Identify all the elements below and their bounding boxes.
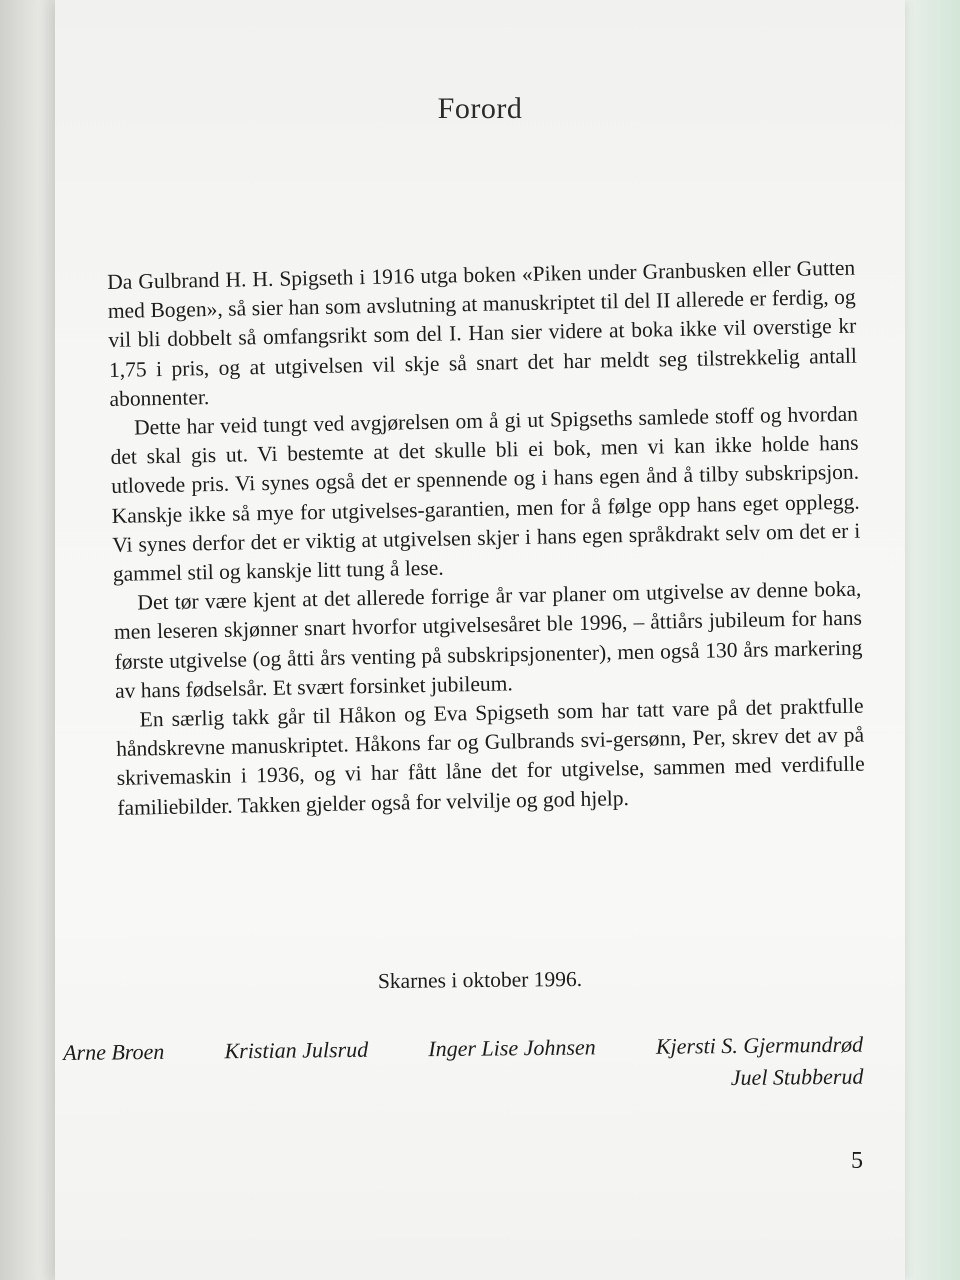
paragraph-1: Da Gulbrand H. H. Spigseth i 1916 utga boken «Piken under Granbusken eller Gutten med Bogen», så sier han som avslutning at manuskriptet til del II allerede er ferdig, og vil bli dobbelt så omfangsrikt som del I. Han sier videre at boka ikke vil overstige kr 1,75 i pris, og at utgivelsen vil skje så snart det har meldt seg tilstrekkelig antall abonnenter. bbox=[107, 255, 858, 411]
paragraph-2: Dette har veid tungt ved avgjørelsen om å gi ut Spigseths samlede stoff og hvordan det skal gis ut. Vi bestemte at det skulle bli ei bok, men vi kan ikke holde hans utlovede pris. Vi synes også det er spennende og i hans egen ånd å tilby subskripsjon. Kanskje ikke så mye for utgivelses-garantien, men for å følge opp hans eget opplegg. Vi synes derfor det er viktig at utgivelsen skjer i hans egen språkdrakt selv om det er i gammel stil og kanskje litt tung å lese. bbox=[110, 401, 861, 586]
book-page bbox=[55, 0, 905, 1280]
signatures bbox=[63, 1032, 864, 1098]
signature-name: Kjersti S. Gjermundrød bbox=[655, 1031, 864, 1059]
signature-name-last: Juel Stubberud bbox=[730, 1063, 864, 1091]
preface-body bbox=[107, 254, 866, 823]
paragraph-4: En særlig takk går til Håkon og Eva Spigseth som har tatt vare på det praktfulle håndskrevne manuskriptet. Håkons far og Gulbrands svi-gersønn, Per, skrev det av på skrivemaskin i 1936, og vi har fått låne det for utgivelse, sammen med verdifulle familiebilder. Takken gjelder også for velvilje og god hjelp. bbox=[116, 693, 865, 820]
dateline: Skarnes i oktober 1996. bbox=[377, 966, 583, 994]
signature-row bbox=[63, 1032, 863, 1066]
page-number: 5 bbox=[851, 1148, 863, 1174]
signature-name: Arne Broen bbox=[63, 1038, 165, 1065]
signature-name: Inger Lise Johnsen bbox=[428, 1034, 596, 1062]
signature-name: Kristian Julsrud bbox=[224, 1036, 369, 1064]
paragraph-3: Det tør være kjent at det allerede forrige år var planer om utgivelse av denne boka, men leseren skjønner snart hvorfor utgivelsesåret ble 1996, – åttiårs jubileum for hans første utgivelse (og åtti års venting på subskripsjonenter), men også 130 års markering av hans fødselsår. Et svært forsinket jubileum. bbox=[113, 576, 863, 703]
page-title: Forord bbox=[437, 92, 523, 125]
